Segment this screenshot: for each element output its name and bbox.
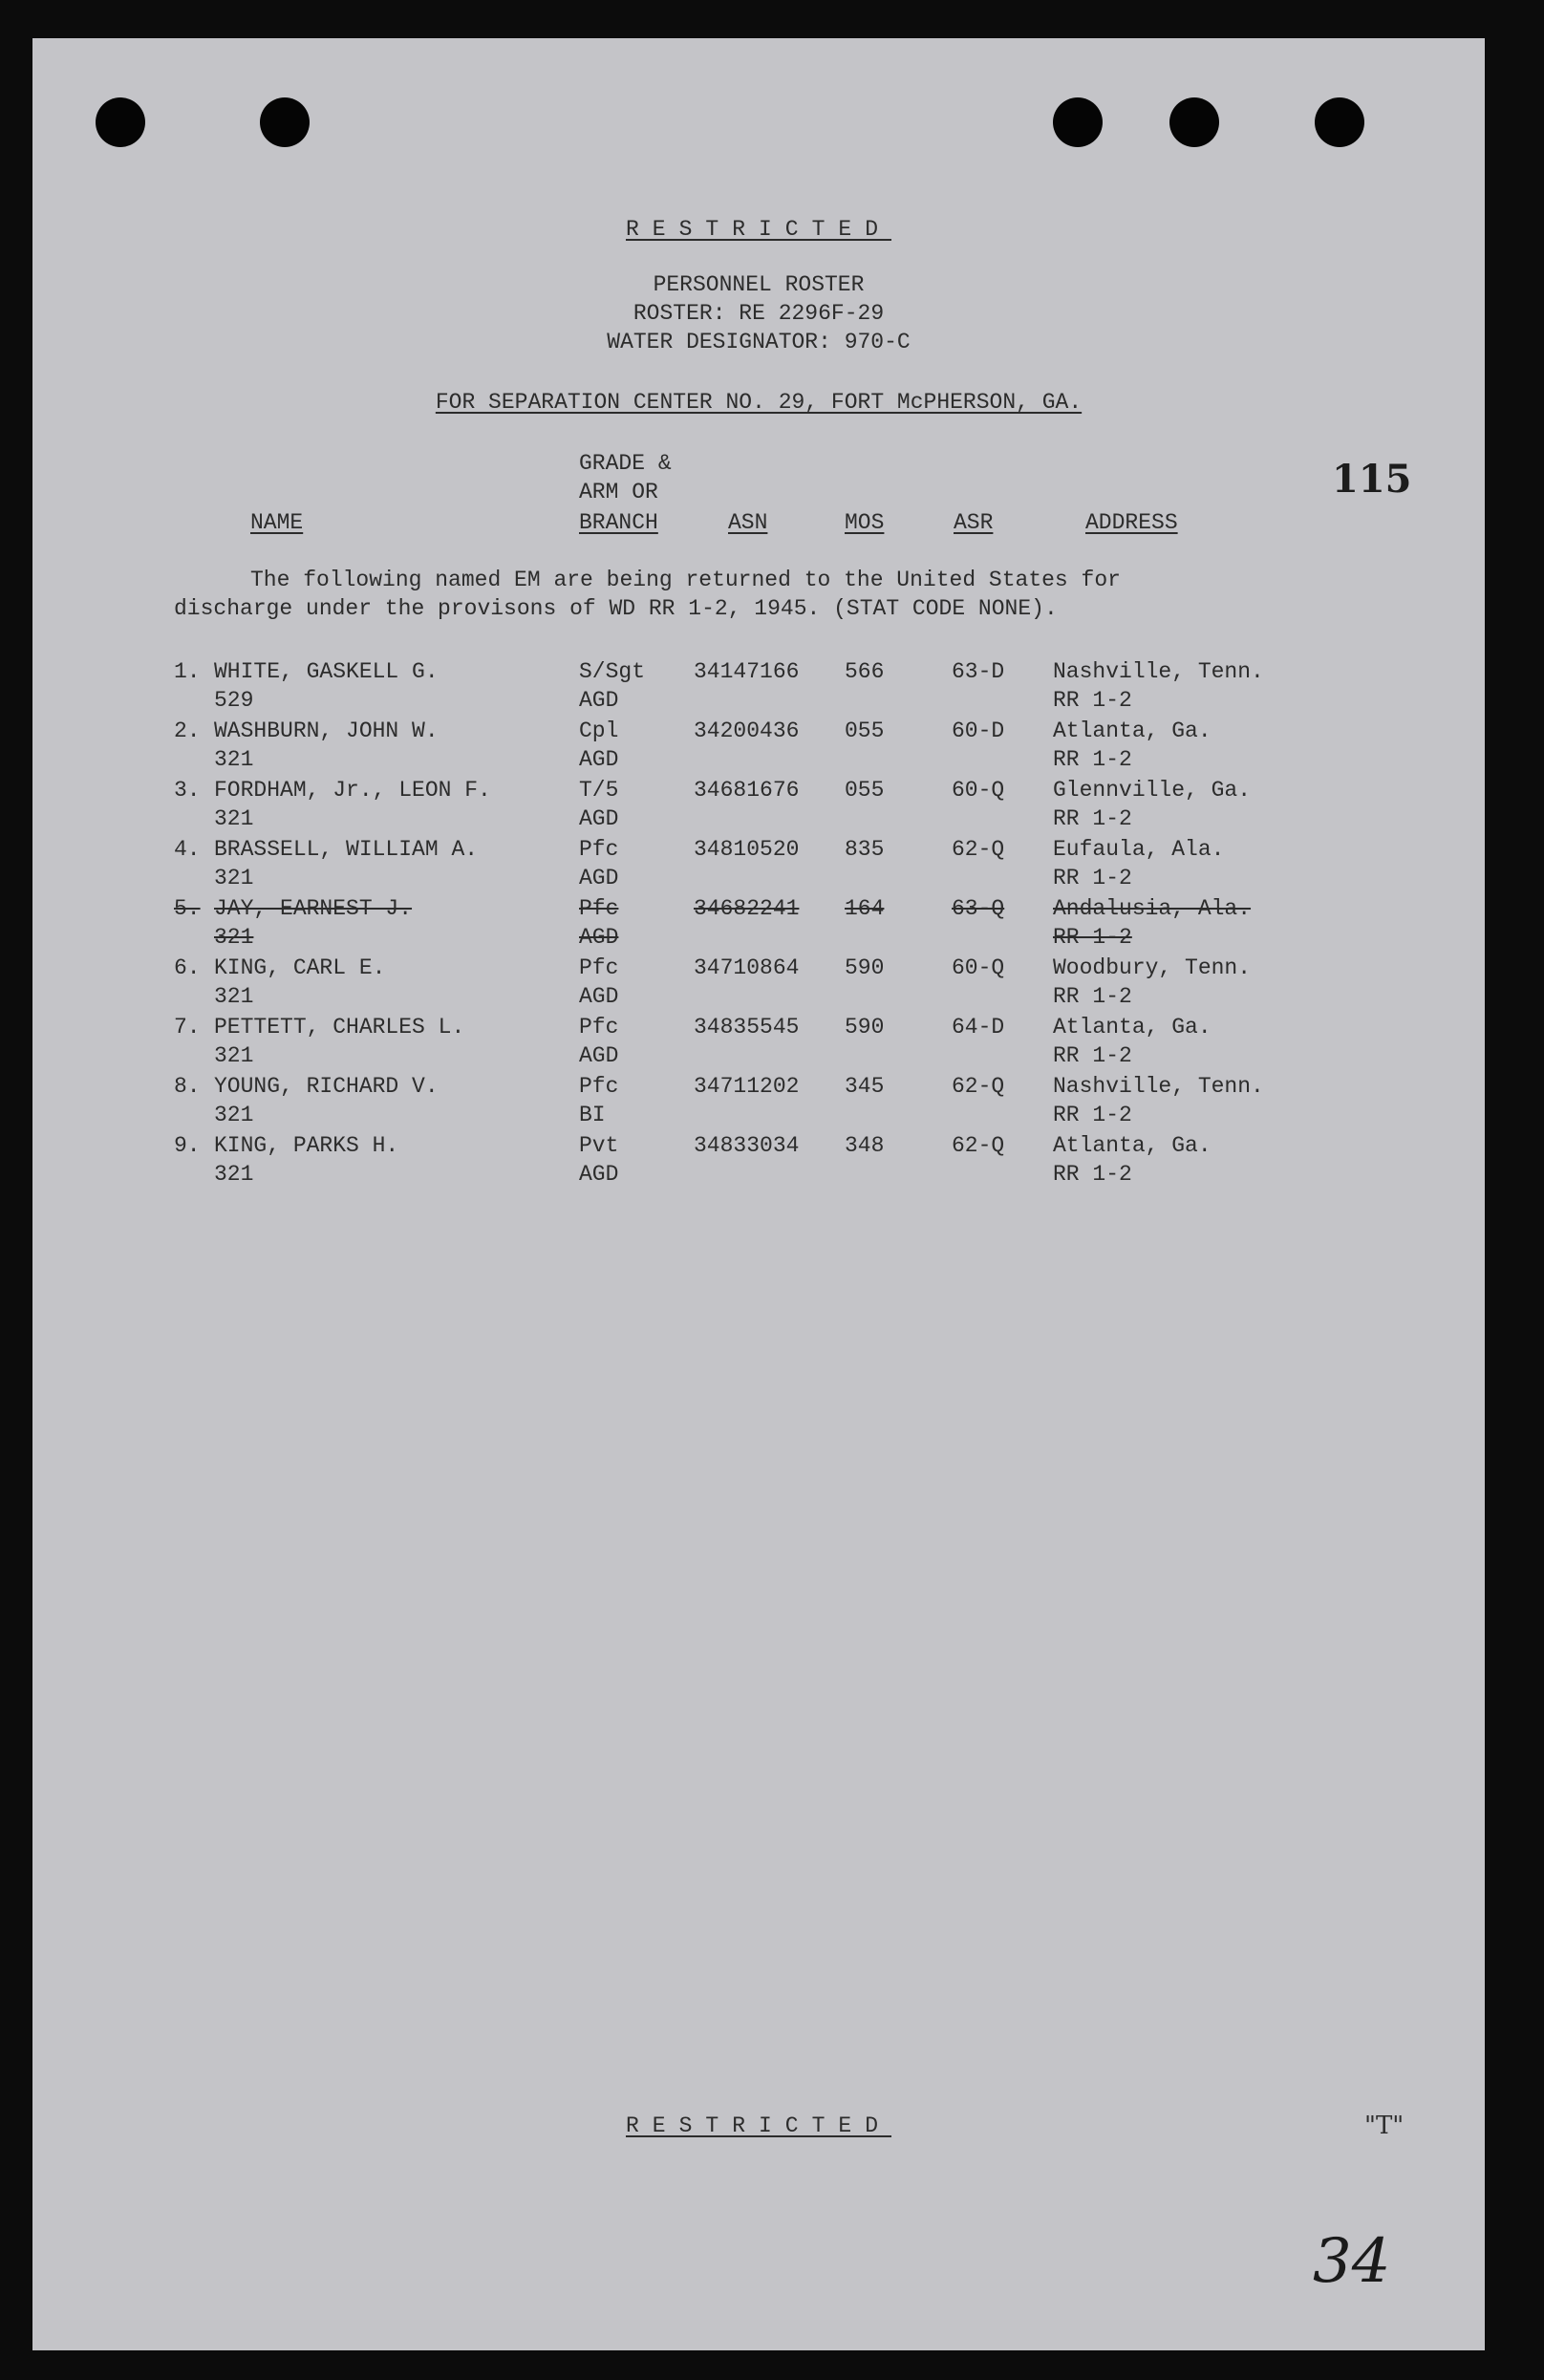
roster-grade-cell: Pfc xyxy=(579,955,619,980)
roster-asn-cell: 34711202 xyxy=(694,1074,800,1099)
intro-line-2: discharge under the provisons of WD RR 1-2, 1945. (STAT CODE NONE). xyxy=(174,596,1058,621)
roster-asr-cell: 62-Q xyxy=(952,837,1005,862)
punch-hole-5 xyxy=(1315,97,1364,147)
roster-asn-cell: 34833034 xyxy=(694,1133,800,1158)
roster-branch-cell: AGD xyxy=(579,688,619,713)
roster-code-cell: 321 xyxy=(214,866,254,890)
roster-code-cell: 321 xyxy=(214,1162,254,1187)
column-grade-line2: ARM OR xyxy=(579,480,658,504)
roster-branch-cell: AGD xyxy=(579,984,619,1009)
roster-asn-cell: 34681676 xyxy=(694,778,800,803)
roster-number-cell: 6. xyxy=(174,955,201,980)
classification-bottom: RESTRICTED xyxy=(625,2113,892,2138)
roster-row xyxy=(32,835,1485,894)
roster-title: PERSONNEL ROSTER xyxy=(653,272,865,297)
roster-mos-cell: 590 xyxy=(845,1015,885,1040)
roster-name-cell: BRASSELL, WILLIAM A. xyxy=(214,837,479,862)
roster-city-cell: Eufaula, Ala. xyxy=(1053,837,1225,862)
roster-regulation-cell: RR 1-2 xyxy=(1053,747,1132,772)
column-name: NAME xyxy=(250,510,304,535)
roster-name-cell: KING, PARKS H. xyxy=(214,1133,399,1158)
roster-row xyxy=(32,717,1485,776)
roster-branch-cell: AGD xyxy=(579,1043,619,1068)
roster-city-cell: Nashville, Tenn. xyxy=(1053,1074,1264,1099)
roster-number-cell: 4. xyxy=(174,837,201,862)
roster-asr-cell: 62-Q xyxy=(952,1133,1005,1158)
roster-code-cell: 321 xyxy=(214,747,254,772)
roster-regulation-cell: RR 1-2 xyxy=(1053,925,1132,950)
column-grade-line1: GRADE & xyxy=(579,451,672,476)
roster-asr-cell: 64-D xyxy=(952,1015,1005,1040)
roster-code-cell: 321 xyxy=(214,925,254,950)
column-mos: MOS xyxy=(845,510,885,535)
column-asn: ASN xyxy=(728,510,768,535)
roster-regulation-cell: RR 1-2 xyxy=(1053,688,1132,713)
roster-grade-cell: T/5 xyxy=(579,778,619,803)
roster-grade-cell: S/Sgt xyxy=(579,659,646,684)
roster-branch-cell: AGD xyxy=(579,806,619,831)
roster-city-cell: Andalusia, Ala. xyxy=(1053,896,1252,921)
roster-city-cell: Woodbury, Tenn. xyxy=(1053,955,1252,980)
roster-branch-cell: AGD xyxy=(579,866,619,890)
roster-mos-cell: 164 xyxy=(845,896,885,921)
roster-name-cell: FORDHAM, Jr., LEON F. xyxy=(214,778,491,803)
roster-mos-cell: 590 xyxy=(845,955,885,980)
roster-regulation-cell: RR 1-2 xyxy=(1053,806,1132,831)
roster-row xyxy=(32,894,1485,954)
roster-asr-cell: 63-Q xyxy=(952,896,1005,921)
roster-city-cell: Atlanta, Ga. xyxy=(1053,1133,1212,1158)
roster-name-cell: YOUNG, RICHARD V. xyxy=(214,1074,439,1099)
roster-name-cell: WHITE, GASKELL G. xyxy=(214,659,439,684)
roster-mos-cell: 345 xyxy=(845,1074,885,1099)
roster-mos-cell: 348 xyxy=(845,1133,885,1158)
roster-asn-cell: 34200436 xyxy=(694,718,800,743)
column-grade-line3: BRANCH xyxy=(579,510,658,535)
roster-regulation-cell: RR 1-2 xyxy=(1053,866,1132,890)
roster-asr-cell: 60-D xyxy=(952,718,1005,743)
roster-mos-cell: 055 xyxy=(845,778,885,803)
roster-regulation-cell: RR 1-2 xyxy=(1053,984,1132,1009)
roster-city-cell: Atlanta, Ga. xyxy=(1053,718,1212,743)
roster-row xyxy=(32,776,1485,835)
roster-mos-cell: 835 xyxy=(845,837,885,862)
roster-city-cell: Atlanta, Ga. xyxy=(1053,1015,1212,1040)
roster-grade-cell: Pfc xyxy=(579,896,619,921)
roster-number: ROSTER: RE 2296F-29 xyxy=(633,301,885,326)
roster-number-cell: 2. xyxy=(174,718,201,743)
document-page xyxy=(32,38,1485,2350)
roster-regulation-cell: RR 1-2 xyxy=(1053,1162,1132,1187)
roster-mos-cell: 566 xyxy=(845,659,885,684)
roster-number-cell: 8. xyxy=(174,1074,201,1099)
roster-grade-cell: Pvt xyxy=(579,1133,619,1158)
roster-branch-cell: AGD xyxy=(579,1162,619,1187)
roster-code-cell: 321 xyxy=(214,806,254,831)
roster-row xyxy=(32,1131,1485,1190)
roster-city-cell: Nashville, Tenn. xyxy=(1053,659,1264,684)
roster-grade-cell: Pfc xyxy=(579,1074,619,1099)
roster-code-cell: 529 xyxy=(214,688,254,713)
roster-asn-cell: 34835545 xyxy=(694,1015,800,1040)
roster-name-cell: PETTETT, CHARLES L. xyxy=(214,1015,465,1040)
roster-name-cell: KING, CARL E. xyxy=(214,955,386,980)
roster-asn-cell: 34810520 xyxy=(694,837,800,862)
roster-branch-cell: BI xyxy=(579,1103,606,1127)
roster-regulation-cell: RR 1-2 xyxy=(1053,1043,1132,1068)
roster-name-cell: JAY, EARNEST J. xyxy=(214,896,413,921)
roster-row xyxy=(32,954,1485,1013)
roster-asr-cell: 62-Q xyxy=(952,1074,1005,1099)
roster-row xyxy=(32,657,1485,717)
roster-grade-cell: Pfc xyxy=(579,1015,619,1040)
punch-hole-1 xyxy=(96,97,145,147)
punch-hole-3 xyxy=(1053,97,1103,147)
intro-line-1: The following named EM are being returned to the United States for xyxy=(250,568,1121,592)
roster-code-cell: 321 xyxy=(214,1103,254,1127)
roster-branch-cell: AGD xyxy=(579,925,619,950)
roster-grade-cell: Pfc xyxy=(579,837,619,862)
roster-number-cell: 7. xyxy=(174,1015,201,1040)
roster-asr-cell: 60-Q xyxy=(952,778,1005,803)
classification-top: RESTRICTED xyxy=(625,217,892,242)
roster-city-cell: Glennville, Ga. xyxy=(1053,778,1252,803)
roster-number-cell: 1. xyxy=(174,659,201,684)
roster-branch-cell: AGD xyxy=(579,747,619,772)
roster-code-cell: 321 xyxy=(214,1043,254,1068)
page-number-stamp: 115 xyxy=(1332,457,1412,502)
water-designator: WATER DESIGNATOR: 970-C xyxy=(607,330,911,354)
roster-number-cell: 5. xyxy=(174,896,201,921)
roster-grade-cell: Cpl xyxy=(579,718,619,743)
roster-asn-cell: 34710864 xyxy=(694,955,800,980)
roster-row xyxy=(32,1072,1485,1131)
column-address: ADDRESS xyxy=(1085,510,1178,535)
roster-asn-cell: 34147166 xyxy=(694,659,800,684)
roster-name-cell: WASHBURN, JOHN W. xyxy=(214,718,439,743)
punch-hole-4 xyxy=(1169,97,1219,147)
roster-asn-cell: 34682241 xyxy=(694,896,800,921)
destination-line: FOR SEPARATION CENTER NO. 29, FORT McPHERSON, GA. xyxy=(435,390,1083,415)
roster-asr-cell: 63-D xyxy=(952,659,1005,684)
roster-regulation-cell: RR 1-2 xyxy=(1053,1103,1132,1127)
roster-mos-cell: 055 xyxy=(845,718,885,743)
punch-hole-2 xyxy=(260,97,310,147)
roster-code-cell: 321 xyxy=(214,984,254,1009)
roster-asr-cell: 60-Q xyxy=(952,955,1005,980)
roster-number-cell: 3. xyxy=(174,778,201,803)
handwritten-page-number: 34 xyxy=(1313,2226,1391,2297)
column-asr: ASR xyxy=(954,510,994,535)
roster-row xyxy=(32,1013,1485,1072)
roster-number-cell: 9. xyxy=(174,1133,201,1158)
footer-mark: "T" xyxy=(1364,2112,1405,2140)
